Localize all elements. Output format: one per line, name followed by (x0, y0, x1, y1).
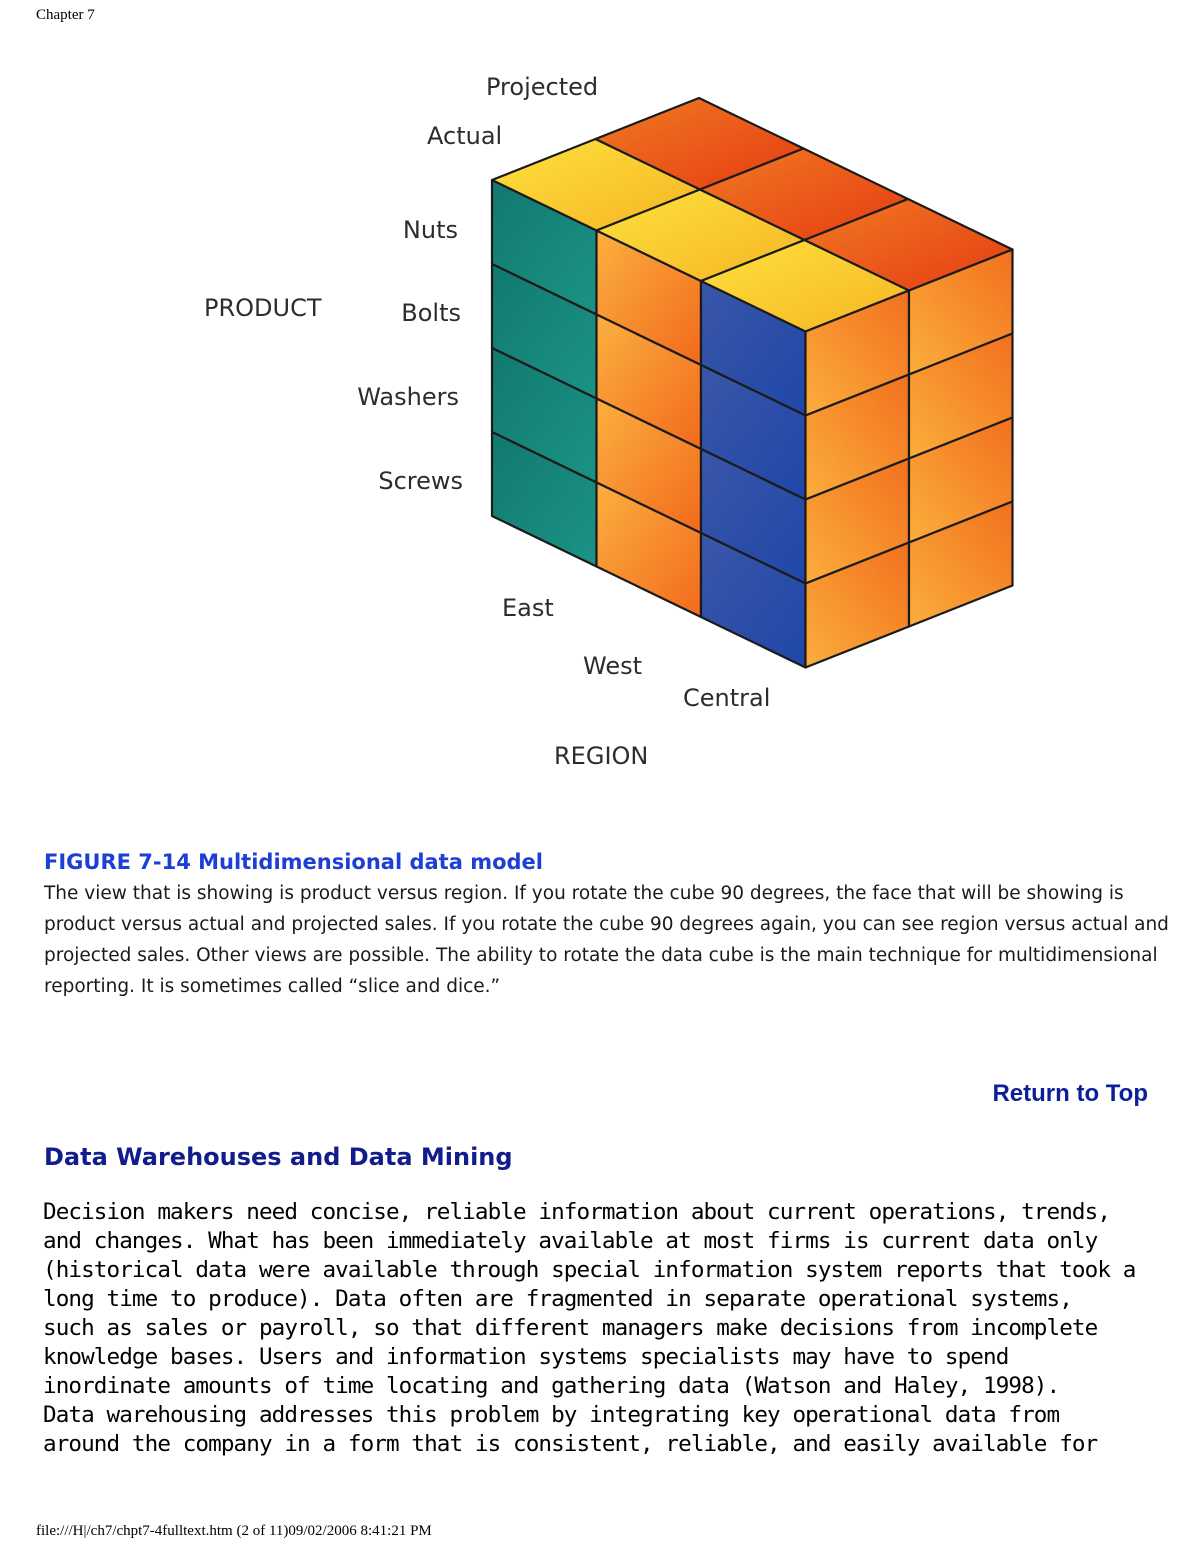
body-line: (historical data were available through special information system reports that took a (43, 1257, 1136, 1283)
region-label-central: Central (683, 684, 771, 712)
product-dimension-label: PRODUCT (204, 294, 322, 322)
chapter-header: Chapter 7 (36, 7, 95, 23)
footer-file-path: file:///H|/ch7/chpt7-4fulltext.htm (2 of 11)09/02/2006 8:41:21 PM (36, 1523, 432, 1539)
body-line: Decision makers need concise, reliable information about current operations, trends, (43, 1199, 1111, 1225)
body-line: and changes. What has been immediately available at most firms is current data only (43, 1228, 1098, 1254)
figure-caption-text: The view that is showing is product versus region. If you rotate the cube 90 degrees, the face that will be showing is product versus actual and projected sales. If you rotate the cube 90 degrees again, you can see region versus actual and projected sales. Other views are possible. The ability to rotate the data cube is the main technique for multidimensional reporting. It is sometimes called “slice and dice.” (44, 883, 1169, 997)
figure-caption (44, 848, 1174, 1002)
section-body (43, 1198, 1163, 1459)
region-label-east: East (502, 594, 554, 622)
section-heading: Data Warehouses and Data Mining (44, 1143, 513, 1171)
body-line: around the company in a form that is consistent, reliable, and easily available for (43, 1431, 1098, 1457)
region-dimension-label: REGION (554, 742, 649, 770)
body-line: such as sales or payroll, so that different managers make decisions from incomplete (43, 1315, 1098, 1341)
measure-label-projected: Projected (486, 73, 599, 101)
return-to-top-link[interactable]: Return to Top (992, 1080, 1148, 1107)
region-label-west: West (583, 652, 643, 680)
product-label-bolts: Bolts (401, 299, 461, 327)
data-cube (492, 98, 1013, 668)
body-line: Data warehousing addresses this problem by integrating key operational data from (43, 1402, 1060, 1428)
product-label-washers: Washers (357, 383, 459, 411)
product-label-nuts: Nuts (402, 216, 458, 244)
product-label-screws: Screws (378, 467, 463, 495)
measure-label-actual: Actual (427, 122, 503, 150)
figure-caption-title: FIGURE 7-14 Multidimensional data model (44, 850, 543, 874)
body-line: knowledge bases. Users and information systems specialists may have to spend (43, 1344, 1009, 1370)
body-line: long time to produce). Data often are fragmented in separate operational systems, (43, 1286, 1072, 1312)
body-line: inordinate amounts of time locating and gathering data (Watson and Haley, 1998). (43, 1373, 1060, 1399)
